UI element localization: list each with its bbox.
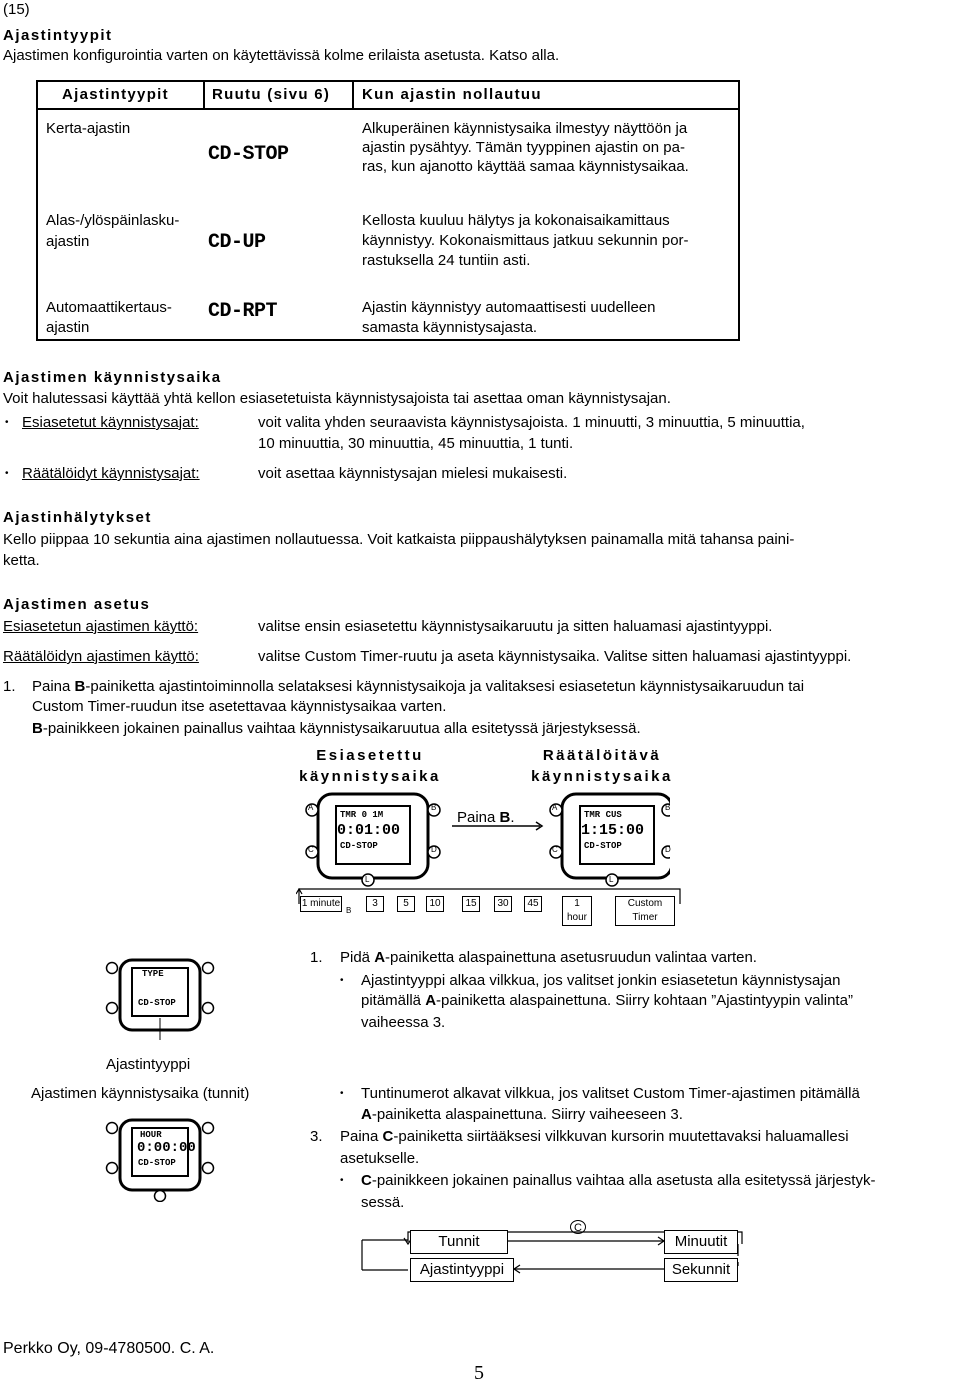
sequence-item: 1 hour (562, 896, 592, 926)
instruction-bullet-line: C-painikkeen jokainen painallus vaihtaa alla asetusta alla esitetyssä järjestyk- (361, 1172, 876, 1189)
watch-illustration-right (550, 794, 670, 886)
section-heading-types: Ajastintyypit (3, 27, 113, 44)
instruction-3: Paina C-painiketta siirtääksesi vilkkuvan kursorin muutettavaksi haluamallesi (340, 1128, 849, 1145)
setting-text: valitse ensin esiasetettu käynnistysaikaruutu ja sitten haluamasi ajastintyyppi. (258, 618, 773, 635)
table-row-desc: Ajastin käynnistyy automaattisesti uudelleen (362, 299, 656, 316)
table-row-type: ajastin (46, 319, 90, 336)
instruction-number: 3. (310, 1128, 323, 1145)
bullet-icon: • (5, 417, 9, 428)
page-number: 5 (474, 1362, 484, 1384)
caption-timer-type: Ajastintyyppi (106, 1056, 191, 1073)
table-row-desc: samasta käynnistysajasta. (362, 319, 538, 336)
press-b-label: Paina B. (457, 809, 515, 826)
sequence-item: 15 (462, 896, 480, 912)
watch-display-top: TYPE (142, 969, 164, 979)
watch-display-time: 0:01:00 (337, 822, 401, 839)
instruction-bullet-line: A-painiketta alaspainettuna. Siirry vaiheeseen 3. (361, 1106, 683, 1123)
figure-title-preset: käynnistysaika (299, 768, 441, 785)
watch-display-bottom: CD-STOP (584, 841, 622, 851)
figure-title-custom: käynnistysaika (531, 768, 673, 785)
start-time-intro: Voit halutessasi käyttää yhtä kellon esiasetetuista käynnistysajoista tai asettaa oman käynnistysajan. (3, 390, 671, 407)
table-row-desc: käynnistyy. Kokonaismittaus jatkuu sekunnin por- (362, 232, 689, 249)
alarms-text: Kello piippaa 10 sekuntia aina ajastimen nollautuessa. Voit katkaista piippaushälytyksen painamalla mitä tahansa paini- (3, 531, 795, 548)
table-header-display: Ruutu (sivu 6) (212, 86, 331, 103)
figure-title-preset: Esiasetettu (316, 747, 424, 764)
watch-button-b: B (431, 803, 437, 812)
watch-display-bottom: CD-STOP (138, 998, 176, 1008)
table-row-type: ajastin (46, 233, 90, 250)
table-row-desc: rastuksella 24 tuntiin asti. (362, 252, 531, 269)
instruction-3-line-2: asetukselle. (340, 1150, 420, 1167)
bullet-text: voit asettaa käynnistysajan mielesi mukaisesti. (258, 465, 568, 482)
watch-button-l: L (609, 875, 614, 884)
sequence-item: 30 (494, 896, 512, 912)
table-row-display: CD-RPT (208, 300, 278, 323)
step-number: 1. (3, 678, 16, 695)
cycle-item-hours: Tunnit (410, 1230, 508, 1254)
bullet-text: 10 minuuttia, 30 minuuttia, 45 minuuttia, 1 tunti. (258, 435, 574, 452)
watch-button-d: D (665, 845, 671, 854)
watch-display-bottom: CD-STOP (138, 1158, 176, 1168)
watch-button-a: A (552, 803, 558, 812)
figure-title-custom: Räätälöitävä (542, 747, 662, 764)
table-row-display: CD-UP (208, 231, 266, 254)
table-row-display: CD-STOP (208, 143, 289, 166)
watch-illustration-left (306, 794, 440, 886)
instruction-1: Pidä A-painiketta alaspainettuna asetusruudun valintaa varten. (340, 949, 757, 966)
watch-display-top: HOUR (140, 1130, 162, 1140)
section-heading-setting: Ajastimen asetus (3, 596, 151, 613)
instruction-bullet-line: pitämällä A-painiketta alaspainettuna. Siirry kohtaan ”Ajastintyypin valinta” (361, 992, 853, 1009)
sequence-item: 5 (397, 896, 415, 912)
types-intro: Ajastimen konfigurointia varten on käytettävissä kolme erilaista asetusta. Katso alla. (3, 47, 560, 64)
watch-button-b: B (665, 803, 671, 812)
watch-display-time: 0:00:00 (137, 1140, 196, 1156)
table-header (38, 82, 738, 110)
section-heading-start-time: Ajastimen käynnistysaika (3, 369, 222, 386)
sequence-item: 45 (524, 896, 542, 912)
table-header-when: Kun ajastin nollautuu (362, 86, 542, 103)
watch-display-bottom: CD-STOP (340, 841, 378, 851)
table-row-type: Automaattikertaus- (46, 299, 172, 316)
watch-button-d: D (431, 845, 437, 854)
table-row-desc: ajastin pysähtyy. Tämän tyyppinen ajastin on pa- (362, 139, 685, 156)
alarms-text: ketta. (3, 552, 40, 569)
instruction-bullet-line: Tuntinumerot alkavat vilkkua, jos valitset Custom Timer-ajastimen pitämällä (361, 1085, 860, 1102)
table-row-desc: ras, kun ajanotto käyttää samaa käynnistysaikaa. (362, 158, 689, 175)
watch-display-top: TMR 0 1M (340, 810, 384, 820)
step-1-line-1: Paina B-painiketta ajastintoiminnolla selataksesi käynnistysaikoja ja valitaksesi esiasetetun käynnistysaikaruudun tai (32, 678, 805, 695)
table-row-type: Kerta-ajastin (46, 120, 131, 137)
caption-start-hours: Ajastimen käynnistysaika (tunnit) (31, 1085, 250, 1102)
step-1-line-2: Custom Timer-ruudun itse asetettavaa käynnistysaikaa varten. (32, 698, 447, 715)
watch-button-l: L (365, 875, 370, 884)
instruction-bullet-line: vaiheessa 3. (361, 1014, 446, 1031)
sequence-item: Custom Timer (615, 896, 675, 926)
bullet-text: voit valita yhden seuraavista käynnistysajoista. 1 minuutti, 3 minuuttia, 5 minuuttia, (258, 414, 805, 431)
table-row-desc: Alkuperäinen käynnistysaika ilmestyy näyttöön ja (362, 120, 688, 137)
section-heading-alarms: Ajastinhälytykset (3, 509, 152, 526)
bullet-icon: • (340, 1175, 344, 1186)
bullet-icon: • (340, 975, 344, 986)
sequence-button-b: B (346, 906, 352, 915)
footer-contact: Perkko Oy, 09-4780500. C. A. (3, 1340, 215, 1357)
table-row-desc: Kellosta kuuluu hälytys ja kokonaisaikamittaus (362, 212, 670, 229)
sequence-item: 10 (426, 896, 444, 912)
table-row-type: Alas-/ylöspäinlasku- (46, 212, 180, 229)
watch-button-a: A (308, 803, 314, 812)
bullet-icon: • (340, 1088, 344, 1099)
setting-label-custom: Räätälöidyn ajastimen käyttö: (3, 648, 199, 665)
sequence-item: 3 (366, 896, 384, 912)
page-number-label: (15) (3, 1, 30, 18)
instruction-bullet-line: Ajastintyyppi alkaa vilkkua, jos valitset jonkin esiasetetun käynnistysajan (361, 972, 841, 989)
watch-button-c: C (308, 845, 314, 854)
setting-text: valitse Custom Timer-ruutu ja aseta käynnistysaika. Valitse sitten haluamasi ajastintyyppi. (258, 648, 852, 665)
watch-display-time: 1:15:00 (581, 822, 645, 839)
step-1-line-3: B-painikkeen jokainen painallus vaihtaa käynnistysaikaruutua alla esitetyssä järjestyksessä. (32, 720, 641, 737)
cycle-item-seconds: Sekunnit (664, 1258, 738, 1282)
sequence-item: 1 minute (300, 896, 342, 912)
instruction-number: 1. (310, 949, 323, 966)
table-header-type: Ajastintyypit (62, 86, 169, 103)
cycle-item-timer-type: Ajastintyyppi (410, 1258, 514, 1282)
setting-label-preset: Esiasetetun ajastimen käyttö: (3, 618, 199, 635)
cycle-button-c: C (570, 1220, 586, 1234)
watch-button-c: C (552, 845, 558, 854)
cycle-item-minutes: Minuutit (664, 1230, 738, 1254)
bullet-label-custom: Räätälöidyt käynnistysajat: (22, 465, 200, 482)
bullet-icon: • (5, 468, 9, 479)
timer-types-table (36, 80, 740, 341)
watch-display-top: TMR CUS (584, 810, 622, 820)
bullet-label-preset: Esiasetetut käynnistysajat: (22, 414, 199, 431)
instruction-bullet-line: sessä. (361, 1194, 405, 1211)
